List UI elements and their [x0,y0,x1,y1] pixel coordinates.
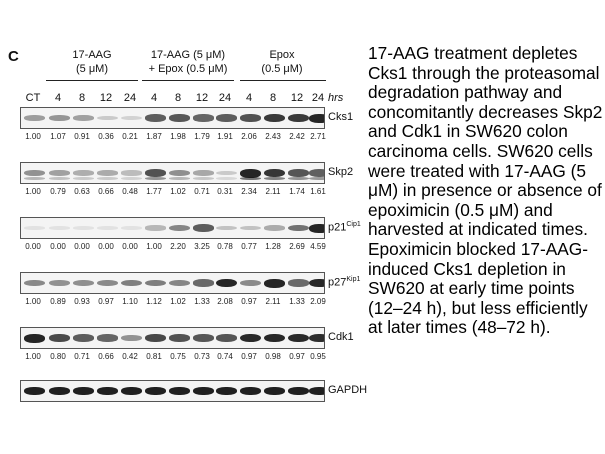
band [24,170,45,176]
band [24,177,45,180]
quantification-value: 0.00 [50,242,66,251]
quantification-value: 1.33 [289,297,305,306]
band [264,334,285,343]
protein-name: Skp2 [328,166,354,178]
band [264,169,285,178]
protein-name: Cks1 [328,111,354,123]
band [193,279,214,286]
band [309,169,325,176]
quantification-value: 1.02 [170,187,186,196]
blot-label [328,166,353,178]
lane-label: 4 [245,92,253,104]
quantification-value: 1.28 [265,242,281,251]
blot-cks1 [20,107,325,129]
band [121,280,142,287]
quantification-value: 2.20 [170,242,186,251]
band [145,387,166,395]
blot-label [328,331,354,343]
group-underline [240,80,326,81]
quantification-value: 0.00 [98,242,114,251]
quantification-value: 1.00 [25,187,41,196]
group-label-line1: 17-AAG (5 μM) [150,49,226,61]
band [288,334,309,343]
band [97,334,118,341]
band [49,387,70,395]
quantification-value: 0.42 [122,352,138,361]
band [49,226,70,230]
group-underline [46,80,138,81]
group-label-line1: 17-AAG [72,49,112,61]
band [145,177,166,180]
quantification-value: 0.97 [289,352,305,361]
quantification-value: 1.61 [310,187,326,196]
quantification-value: 1.00 [25,297,41,306]
band [240,114,261,122]
band [24,280,45,286]
lane-label: 12 [290,92,304,104]
band [309,279,325,288]
band [121,335,142,341]
band [169,114,190,122]
protein-superscript: Cip1 [346,221,361,228]
group-label-line2: (5 μM) [75,63,108,75]
quantification-value: 2.08 [217,297,233,306]
quantification-value: 2.06 [241,132,257,141]
protein-name: GAPDH [328,384,368,396]
group-label-17aag [50,48,134,76]
quantification-value: 0.97 [241,297,257,306]
band [288,279,309,286]
quantification-value: 1.02 [170,297,186,306]
band [264,114,285,122]
band [288,169,309,177]
band [193,387,214,395]
figure-caption: 17-AAG treatment depletes Cks1 through the proteasomal degradation pathway and concomitantly decreases Skp2 and Cdk1 in SW620 colon carcinoma cells. SW620 cells were treated with 17-AAG (5 μM) in presence or absence of epoximicin (0.5 μM) and harvested at indicated times. Epoximicin blocked 17-AAG-induced Cks1 depletion in SW620 at early time points (12–24 h), but less efficiently at later times (48–72 h). [368,43,603,338]
band [264,177,285,180]
band [73,177,94,180]
band [216,334,237,342]
band [288,114,309,122]
group-label-line2: + Epox (0.5 μM) [148,63,228,75]
quantification-value: 0.89 [50,297,66,306]
band [73,226,94,230]
band [49,115,70,121]
protein-superscript: Kip1 [346,276,361,283]
band [169,334,190,342]
blot-p27 [20,272,325,294]
band [169,387,190,395]
lane-label: 24 [123,92,137,104]
quantification-value: 0.97 [98,297,114,306]
quantification-value: 0.71 [194,187,210,196]
band [121,170,142,175]
quantification-value: 1.00 [146,242,162,251]
band [169,280,190,286]
lane-label: 8 [269,92,277,104]
quantification-value: 0.79 [50,187,66,196]
band [216,177,237,180]
quantification-value: 1.87 [146,132,162,141]
band [145,169,166,177]
band [169,177,190,180]
group-underline [142,80,234,81]
band [145,280,166,287]
band [145,114,166,121]
quantification-value: 1.74 [289,187,305,196]
quantification-value: 2.42 [289,132,305,141]
quantification-value: 2.11 [265,187,281,196]
protein-name: p21 [328,221,347,234]
band [49,177,70,180]
band [97,226,118,230]
band [216,279,237,288]
band [97,116,118,121]
band [240,280,261,286]
lane-label: 4 [54,92,62,104]
blot-cdk1 [20,327,325,349]
quantification-value: 0.66 [98,187,114,196]
band [49,170,70,176]
band [288,177,309,180]
quantification-value: 2.43 [265,132,281,141]
blot-gapdh [20,380,325,402]
band [240,387,261,395]
band [49,280,70,286]
band [240,334,261,343]
band [145,334,166,342]
band [24,387,45,395]
blot-label [328,276,360,289]
group-label-line2: (0.5 μM) [261,63,303,75]
band [73,115,94,121]
band [193,114,214,121]
blot-p21 [20,217,325,239]
quantification-value: 2.11 [265,297,281,306]
band [73,387,94,395]
quantification-value: 0.71 [74,352,90,361]
group-label-line1: Epox [269,49,295,61]
band [121,177,142,180]
lane-label: 24 [218,92,232,104]
quantification-value: 0.78 [217,242,233,251]
blot-label [328,111,353,123]
quantification-value: 1.00 [25,132,41,141]
quantification-value: 1.07 [50,132,66,141]
band [264,387,285,395]
band [169,170,190,176]
lane-label: 8 [174,92,182,104]
quantification-value: 0.66 [98,352,114,361]
quantification-value: 0.91 [74,132,90,141]
quantification-value: 0.93 [74,297,90,306]
quantification-value: 0.00 [25,242,41,251]
quantification-value: 4.59 [310,242,326,251]
quantification-value: 0.00 [74,242,90,251]
band [309,224,325,233]
quantification-value: 0.77 [241,242,257,251]
band [216,114,237,122]
band [288,225,309,232]
band [73,280,94,286]
protein-name: p27 [328,276,347,289]
time-unit-label: hrs [328,92,344,104]
quantification-value: 0.21 [122,132,138,141]
quantification-value: 0.00 [122,242,138,251]
band [309,177,325,180]
blot-skp2 [20,162,325,184]
band [309,114,325,123]
quantification-row [0,242,365,254]
blot-label [328,221,361,234]
quantification-value: 2.71 [310,132,326,141]
band [121,116,142,120]
blot-label [328,384,367,396]
quantification-row [0,132,365,144]
band [121,226,142,230]
band [145,225,166,230]
lane-label: 24 [311,92,325,104]
quantification-value: 0.81 [146,352,162,361]
quantification-value: 0.97 [241,352,257,361]
band [216,226,237,231]
quantification-value: 0.80 [50,352,66,361]
quantification-value: 0.74 [217,352,233,361]
band [264,279,285,288]
band [97,280,118,286]
quantification-value: 1.77 [146,187,162,196]
quantification-value: 2.34 [241,187,257,196]
quantification-row [0,187,365,199]
band [73,170,94,175]
quantification-row [0,297,365,309]
quantification-value: 0.31 [217,187,233,196]
quantification-value: 0.48 [122,187,138,196]
quantification-value: 2.09 [310,297,326,306]
group-label-epox [240,48,324,76]
band [97,387,118,395]
quantification-value: 2.69 [289,242,305,251]
band [240,226,261,231]
band [193,177,214,180]
band [193,224,214,232]
quantification-value: 1.33 [194,297,210,306]
band [193,170,214,176]
band [264,225,285,230]
band [24,226,45,230]
panel-letter: C [8,48,19,65]
quantification-row [0,352,365,364]
group-label-17aag-epox [138,48,238,76]
quantification-value: 0.73 [194,352,210,361]
quantification-value: 1.10 [122,297,138,306]
band [193,334,214,342]
quantification-value: 0.95 [310,352,326,361]
quantification-value: 0.75 [170,352,186,361]
quantification-value: 0.36 [98,132,114,141]
band [309,334,325,343]
quantification-value: 1.98 [170,132,186,141]
band [309,387,325,395]
band [97,170,118,175]
lane-label: 8 [78,92,86,104]
lane-label: 12 [99,92,113,104]
band [216,171,237,176]
quantification-value: 1.79 [194,132,210,141]
quantification-value: 1.12 [146,297,162,306]
band [24,334,45,343]
quantification-value: 1.91 [217,132,233,141]
lane-label: 12 [195,92,209,104]
band [240,177,261,180]
lane-label: 4 [150,92,158,104]
lane-labels [0,92,365,106]
band [73,334,94,342]
quantification-value: 0.98 [265,352,281,361]
quantification-value: 0.63 [74,187,90,196]
band [216,387,237,395]
band [288,387,309,395]
quantification-value: 3.25 [194,242,210,251]
band [49,334,70,342]
lane-label: CT [25,92,41,104]
band [97,177,118,180]
quantification-value: 1.00 [25,352,41,361]
band [24,115,45,121]
protein-name: Cdk1 [328,331,354,343]
band [121,387,142,395]
band [169,225,190,231]
